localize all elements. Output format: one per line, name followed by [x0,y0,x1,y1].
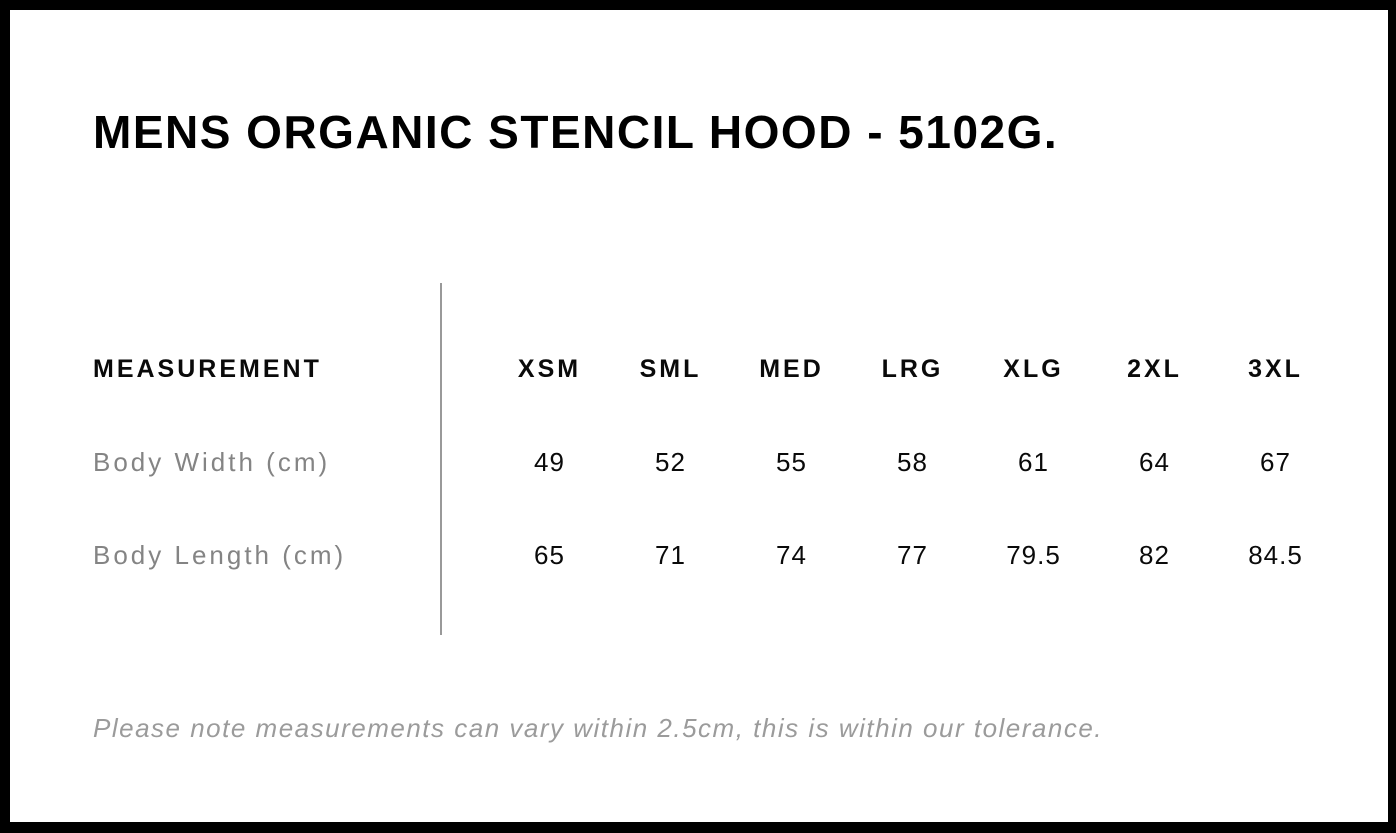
body-length-2xl: 82 [1139,540,1170,570]
body-length-xsm: 65 [534,540,565,570]
body-width-lrg: 58 [897,447,928,477]
column-header-lrg: LRG [881,355,944,383]
column-header-xlg: XLG [1003,355,1064,383]
body-width-sml: 52 [655,447,686,477]
body-width-2xl: 64 [1139,447,1170,477]
body-length-xlg: 79.5 [1006,540,1061,570]
column-header-measurement: MEASUREMENT [93,355,322,383]
column-header-xsm: XSM [517,355,582,383]
column-header-3xl: 3XL [1248,355,1303,383]
page-title: MENS ORGANIC STENCIL HOOD - 5102G. [93,106,1059,158]
column-header-2xl: 2XL [1127,355,1182,383]
body-width-3xl: 67 [1260,447,1291,477]
column-header-sml: SML [639,355,702,383]
body-length-sml: 71 [655,540,686,570]
row-label-body-length: Body Length (cm) [93,540,347,570]
row-label-body-width: Body Width (cm) [93,447,331,477]
size-table [93,323,1336,602]
body-width-xlg: 61 [1018,447,1049,477]
body-width-xsm: 49 [534,447,565,477]
body-length-med: 74 [776,540,807,570]
body-length-lrg: 77 [897,540,928,570]
column-header-med: MED [759,355,824,383]
body-length-3xl: 84.5 [1248,540,1303,570]
tolerance-note: Please note measurements can vary within 2.5cm, this is within our tolerance. [93,713,1104,743]
body-width-med: 55 [776,447,807,477]
